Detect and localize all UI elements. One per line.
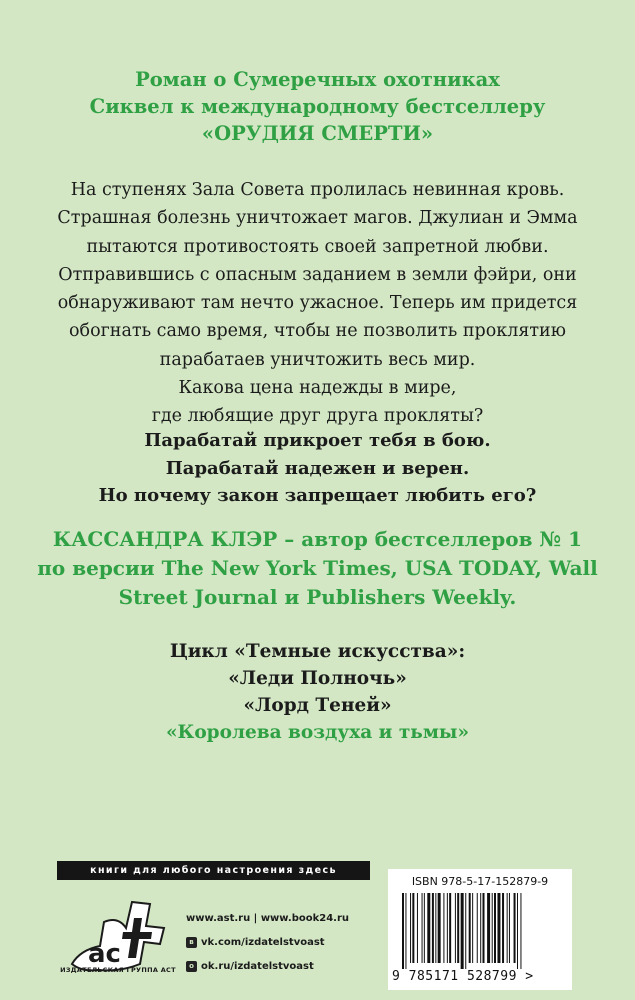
barcode-bar xyxy=(417,893,418,963)
barcode-bar xyxy=(492,893,493,963)
barcode-bar xyxy=(509,893,510,963)
blurb-line: обнаруживают там нечто ужасное. Теперь им придется xyxy=(57,293,578,314)
blurb-block xyxy=(0,176,635,431)
ok-row xyxy=(186,954,386,978)
blurb-line: Страшная болезнь уничтожает магов. Джулиан и Эмма xyxy=(57,208,578,229)
barcode-bar xyxy=(427,893,430,963)
barcode-digits: 9 785171 528799 > xyxy=(392,969,534,984)
series-current-book: «Королева воздуха и тьмы» xyxy=(165,722,470,743)
barcode-bar xyxy=(424,893,425,963)
barcode-bar xyxy=(477,893,478,963)
series-block xyxy=(0,638,635,746)
barcode-bar xyxy=(402,893,404,969)
barcode-bar xyxy=(405,893,406,969)
series-book: «Лорд Теней» xyxy=(243,695,392,716)
blurb-line: пытаются противостоять своей запретной любви. xyxy=(86,236,549,257)
vk-row xyxy=(186,930,386,954)
intro-line: Роман о Сумеречных охотниках xyxy=(135,68,500,91)
vk-link[interactable]: vk.com/izdatelstvoast xyxy=(201,936,325,948)
barcode-icon xyxy=(402,893,558,969)
isbn-label: ISBN 978-5-17-152879-9 xyxy=(411,875,549,888)
author-line: КАССАНДРА КЛЭР – автор бестселлеров № 1 xyxy=(52,527,583,551)
blurb-line: Отправившись с опасным заданием в земли фэйри, они xyxy=(58,264,577,285)
ok-icon: о xyxy=(186,961,197,972)
series-book: «Леди Полночь» xyxy=(228,668,407,689)
barcode-bar xyxy=(447,893,448,963)
barcode-bar xyxy=(435,893,436,963)
tagline-bar: книги для любого настроения здесь xyxy=(57,861,370,880)
blurb-line: Какова цена надежды в мире, xyxy=(178,378,457,399)
blurb-line: На ступенях Зала Совета пролилась невинная кровь. xyxy=(70,180,565,200)
author-line: по версии The New York Times, USA TODAY, Wall xyxy=(37,556,598,580)
websites-row xyxy=(186,906,386,930)
barcode-bar xyxy=(507,893,508,963)
barcode-bar xyxy=(432,893,434,963)
barcode-bar xyxy=(520,893,521,969)
barcode-bar xyxy=(457,893,459,963)
isbn-barcode-box xyxy=(388,869,572,990)
vk-icon: в xyxy=(186,937,197,948)
quote-line: Парабатай прикроет тебя в бою. xyxy=(144,430,491,451)
quote-block xyxy=(0,427,635,510)
quote-line: Парабатай надежен и верен. xyxy=(165,457,470,479)
blurb-line: обогнать само время, чтобы не позволить проклятию xyxy=(69,321,566,342)
barcode-bar xyxy=(465,893,466,969)
intro-block xyxy=(0,66,635,147)
barcode-bar xyxy=(443,893,444,963)
barcode-bar xyxy=(469,893,471,963)
ok-link[interactable]: ok.ru/izdatelstvoast xyxy=(201,960,314,972)
barcode-bar xyxy=(487,893,490,963)
intro-line: «ОРУДИЯ СМЕРТИ» xyxy=(201,122,434,145)
barcode-bar xyxy=(461,893,464,969)
barcode-bar xyxy=(422,893,423,963)
blurb-line: парабатаев уничтожить весь мир. xyxy=(159,349,476,370)
barcode-bar xyxy=(480,893,481,963)
logo-text: ac xyxy=(88,939,121,969)
barcode-bar xyxy=(494,893,496,963)
barcode-bar xyxy=(517,893,518,969)
barcode-bar xyxy=(410,893,411,963)
series-title: Цикл «Темные искусства»: xyxy=(169,641,466,662)
quote-line: Но почему закон запрещает любить его? xyxy=(98,485,537,506)
barcode-bar xyxy=(438,893,441,963)
websites-link[interactable]: www.ast.ru | www.book24.ru xyxy=(186,912,350,924)
barcode-bar xyxy=(455,893,456,963)
barcode-bar xyxy=(502,893,504,963)
barcode-bar xyxy=(449,893,451,963)
barcode-bar xyxy=(412,893,414,963)
author-block xyxy=(0,525,635,612)
barcode-bar xyxy=(483,893,485,963)
publisher-name: ИЗДАТЕЛЬСКАЯ ГРУППА АСТ xyxy=(60,966,176,974)
barcode-bar xyxy=(472,893,473,963)
barcode-bar xyxy=(514,893,516,963)
barcode-bar xyxy=(497,893,500,963)
blurb-line: где любящие друг друга прокляты? xyxy=(151,406,484,427)
contacts-block xyxy=(186,906,386,978)
author-line: Street Journal и Publishers Weekly. xyxy=(118,585,517,609)
intro-line: Сиквел к международному бестселлеру xyxy=(89,95,546,118)
